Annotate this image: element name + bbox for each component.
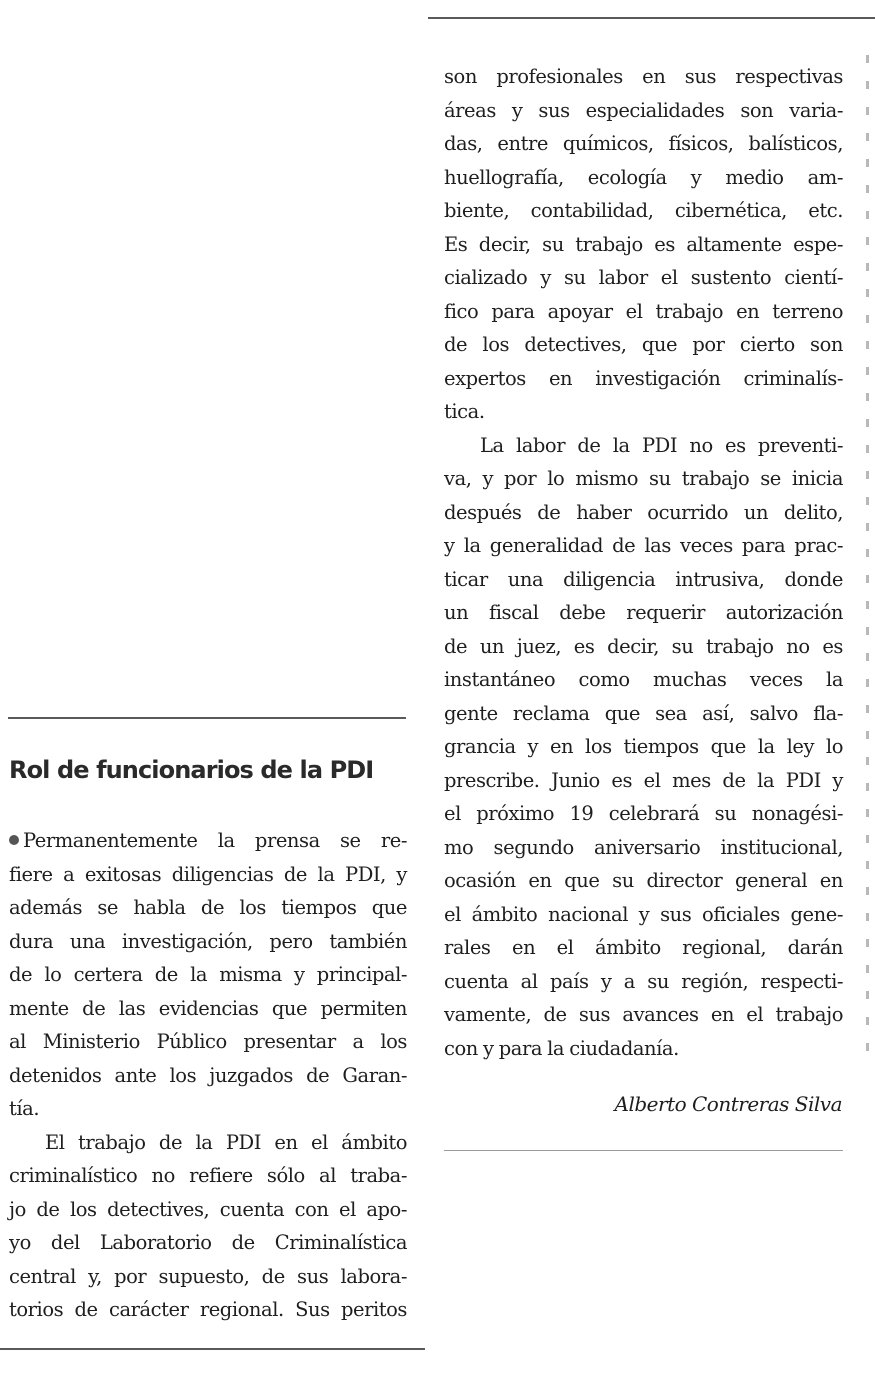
text-line: cializado y su labor el sustento cientí- <box>444 266 843 289</box>
page-edge-marks <box>866 55 869 1055</box>
text-line: de lo certera de la misma y principal- <box>9 963 407 986</box>
text-line: fico para apoyar el trabajo en terreno <box>444 299 843 323</box>
text-line: vamente, de sus avances en el trabajo <box>444 1003 843 1026</box>
text-line: cuenta al país y a su región, respecti- <box>444 969 843 993</box>
text-line: fiere a exitosas diligencias de la PDI, y <box>9 862 407 886</box>
text-line: El trabajo de la PDI en el ámbito <box>45 1130 407 1154</box>
text-line: el próximo 19 celebrará su nonagési- <box>444 802 843 825</box>
text-line: dura una investigación, pero también <box>9 929 407 953</box>
text-line: con y para la ciudadanía. <box>444 1036 679 1060</box>
text-line: mente de las evidencias que permiten <box>9 996 407 1020</box>
text-line: torios de carácter regional. Sus peritos <box>9 1298 407 1321</box>
bullet-icon <box>9 835 19 845</box>
text-line: va, y por lo mismo su trabajo se inicia <box>444 467 843 490</box>
text-line: La labor de la PDI no es preventi- <box>480 433 843 457</box>
text-line: central y, por supuesto, de sus labora- <box>9 1264 407 1288</box>
text-line: Es decir, su trabajo es altamente espe- <box>444 232 843 256</box>
text-line: biente, contabilidad, cibernética, etc. <box>444 199 843 222</box>
text-line: prescribe. Junio es el mes de la PDI y <box>444 768 843 792</box>
text-line: de un juez, es decir, su trabajo no es <box>444 634 843 658</box>
text-line: tica. <box>444 400 485 423</box>
text-line: tía. <box>9 1097 40 1120</box>
text-line: además se habla de los tiempos que <box>9 896 407 919</box>
text-line: después de haber ocurrido un delito, <box>444 500 843 524</box>
text-line: el ámbito nacional y sus oficiales gene- <box>444 902 843 926</box>
text-line: un fiscal debe requerir autorización <box>444 601 843 624</box>
text-line: jo de los detectives, cuenta con el apo- <box>9 1197 407 1221</box>
text-line: rales en el ámbito regional, darán <box>444 936 843 959</box>
text-line: gente reclama que sea así, salvo fla- <box>444 701 843 725</box>
text-line: son profesionales en sus respectivas <box>444 65 843 88</box>
text-line: detenidos ante los juzgados de Garan- <box>9 1063 407 1087</box>
text-line: yo del Laboratorio de Criminalística <box>9 1231 407 1254</box>
text-line: ocasión en que su director general en <box>444 869 843 892</box>
text-line: al Ministerio Público presentar a los <box>9 1030 407 1053</box>
text-line: áreas y sus especialidades son varia- <box>444 98 843 122</box>
bottom-rule <box>0 1348 425 1350</box>
text-line: instantáneo como muchas veces la <box>444 668 843 691</box>
author-signature: Alberto Contreras Silva <box>614 1092 842 1116</box>
text-line: expertos en investigación criminalís- <box>444 366 843 390</box>
text-line: mo segundo aniversario institucional, <box>444 835 843 859</box>
signature-rule <box>444 1150 843 1151</box>
text-line: y la generalidad de las veces para prac- <box>444 534 843 557</box>
text-line: de los detectives, que por cierto son <box>444 333 843 356</box>
text-line: das, entre químicos, físicos, balísticos, <box>444 132 843 155</box>
text-line: grancia y en los tiempos que la ley lo <box>444 735 843 758</box>
top-rule <box>428 17 875 19</box>
left-column <box>9 824 407 1327</box>
right-column <box>444 60 843 1065</box>
text-line: ticar una diligencia intrusiva, donde <box>444 567 843 591</box>
section-divider <box>8 717 406 719</box>
text-line: Permanentemente la prensa se re- <box>9 824 407 858</box>
text-line: huellografía, ecología y medio am- <box>444 165 843 189</box>
article-headline: Rol de funcionarios de la PDI <box>9 756 374 784</box>
text-line: criminalístico no refiere sólo al traba- <box>9 1164 407 1187</box>
